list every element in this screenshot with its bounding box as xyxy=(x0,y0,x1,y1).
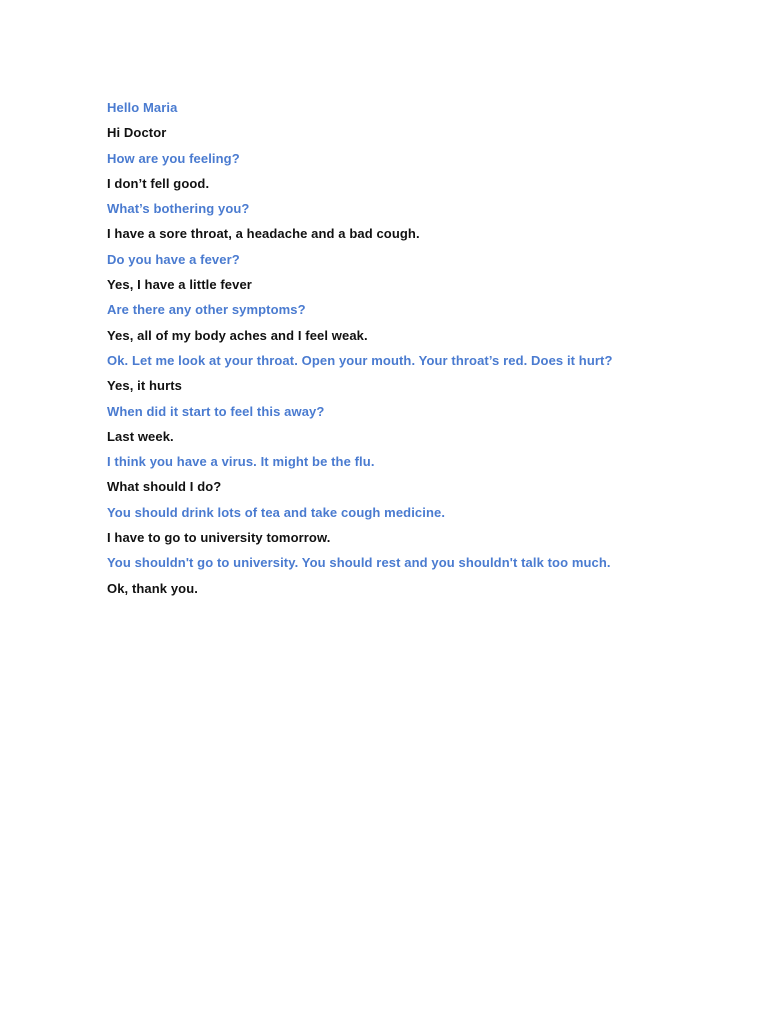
dialogue-line-doctor: Are there any other symptoms? xyxy=(107,302,306,318)
dialogue-line-patient: I have a sore throat, a headache and a bad cough. xyxy=(107,226,420,242)
dialogue-line-doctor: Hello Maria xyxy=(107,100,178,115)
dialogue-line-doctor: Do you have a fever? xyxy=(107,251,240,267)
dialogue-line-patient: I don’t fell good. xyxy=(107,175,210,191)
dialogue-line-doctor: Ok. Let me look at your throat. Open your mouth. Your throat’s red. Does it hurt? xyxy=(107,352,613,368)
dialogue-line-patient: Yes, I have a little fever xyxy=(107,277,252,293)
dialogue-line-doctor: You should drink lots of tea and take cough medicine. xyxy=(107,504,446,520)
dialogue-list xyxy=(107,100,747,606)
dialogue-line-doctor: How are you feeling? xyxy=(107,150,240,166)
dialogue-line-patient: Ok, thank you. xyxy=(107,580,198,596)
dialogue-line-patient: I have to go to university tomorrow. xyxy=(107,530,331,546)
dialogue-line-patient: Hi Doctor xyxy=(107,125,167,141)
dialogue-line-patient: Last week. xyxy=(107,428,174,444)
dialogue-line-patient: Yes, it hurts xyxy=(107,378,182,394)
dialogue-line-doctor: What’s bothering you? xyxy=(107,201,250,217)
dialogue-line-doctor: I think you have a virus. It might be the flu. xyxy=(107,454,375,470)
dialogue-line-patient: What should I do? xyxy=(107,479,222,495)
dialogue-line-doctor: You shouldn't go to university. You should rest and you shouldn't talk too much. xyxy=(107,555,611,571)
dialogue-line-doctor: When did it start to feel this away? xyxy=(107,403,325,419)
dialogue-line-patient: Yes, all of my body aches and I feel weak. xyxy=(107,327,368,343)
